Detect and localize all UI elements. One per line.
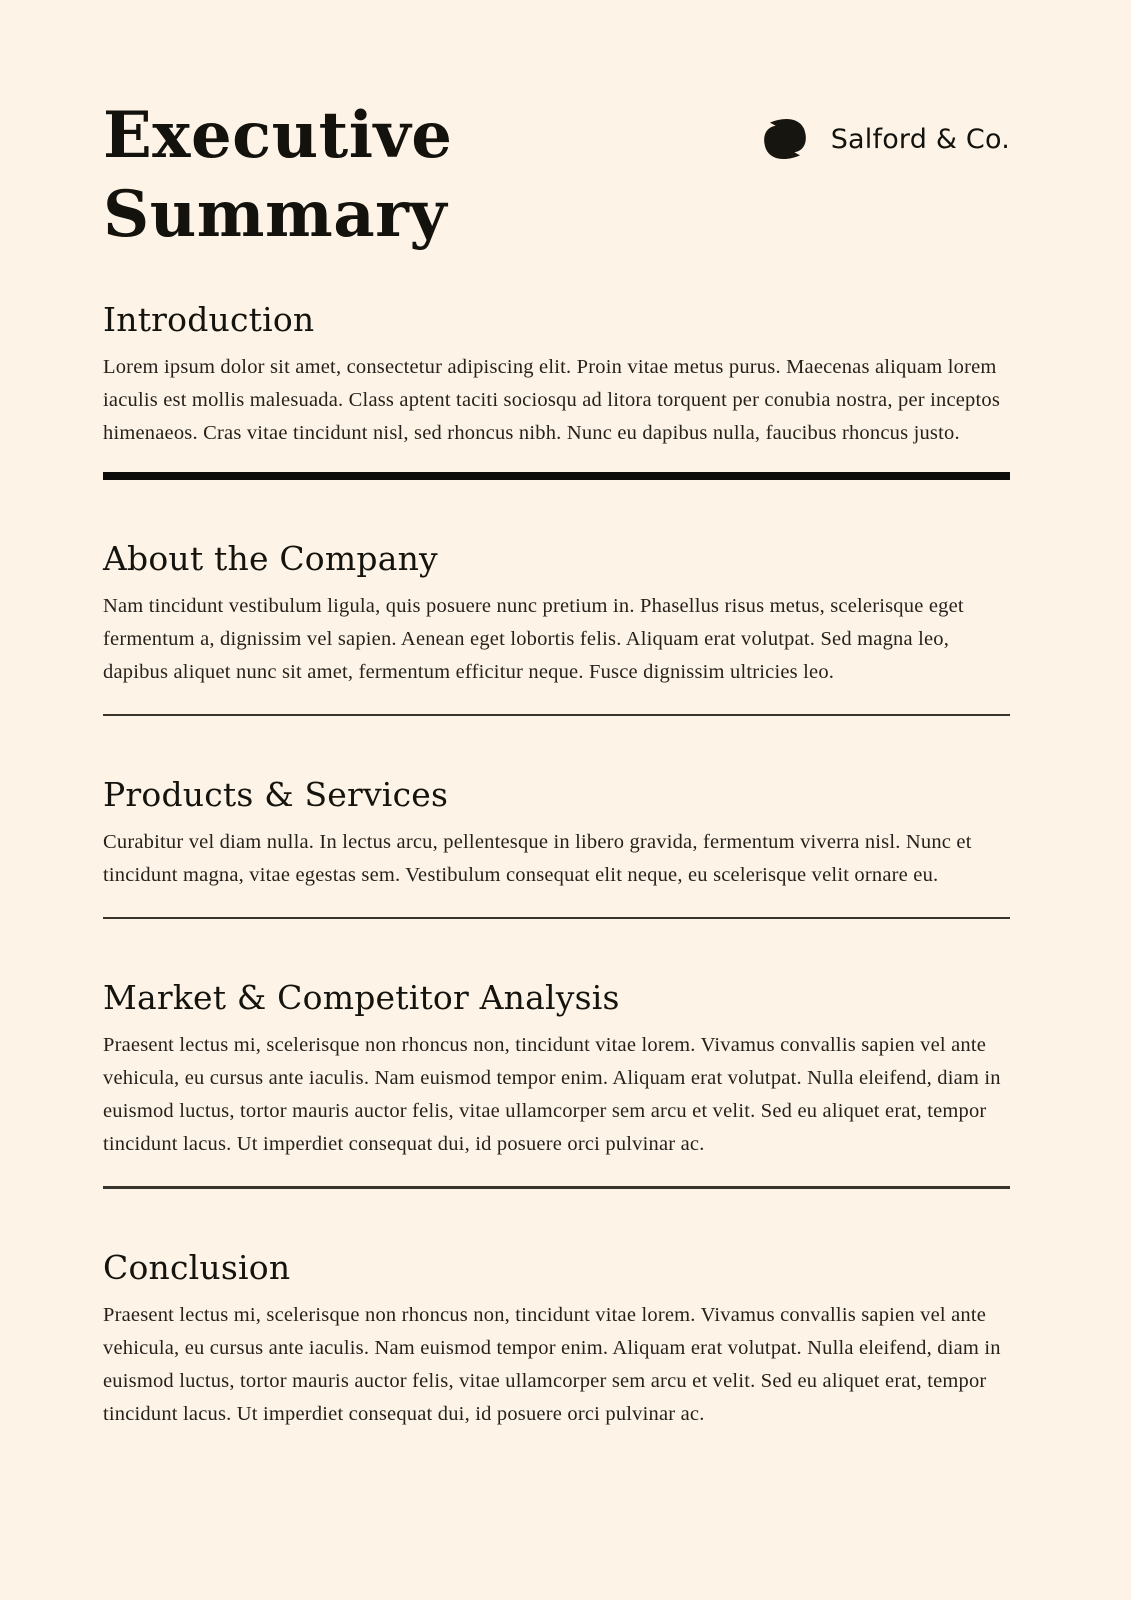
section-body-products-services: Curabitur vel diam nulla. In lectus arcu, pellentesque in libero gravida, fermentum viverra nisl. Nunc et tincidunt magna, vitae egestas sem. Vestibulum consequat elit neque, eu scelerisque velit ornare eu. xyxy=(103,830,972,886)
section-body-about-the-company: Nam tincidunt vestibulum ligula, quis posuere nunc pretium in. Phasellus risus metus, scelerisque eget fermentum a, dignissim vel sapien. Aenean eget lobortis felis. Aliquam erat volutpat. Sed magna leo, dapibus aliquet nunc sit amet, fermentum efficitur neque. Fusce dignissim ultricies leo. xyxy=(103,594,964,683)
section-divider-thick xyxy=(103,472,1010,480)
section-divider-thin xyxy=(103,917,1010,920)
brand-logo xyxy=(756,110,1010,168)
section-body-introduction: Lorem ipsum dolor sit amet, consectetur adipiscing elit. Proin vitae metus purus. Maecenas aliquam lorem iaculis est mollis malesuada. Class aptent taciti sociosqu ad litora torquent per conubia nostra, per inceptos himenaeos. Cras vitae tincidunt nisl, sed rhoncus nibh. Nunc eu dapibus nulla, faucibus rhoncus justo. xyxy=(103,355,1001,444)
brand-name: Salford & Co. xyxy=(830,123,1010,155)
section-heading-conclusion: Conclusion xyxy=(103,1247,291,1287)
section-divider-thin xyxy=(103,1186,1010,1189)
section-market-competitor-analysis xyxy=(103,977,1010,1161)
section-heading-introduction: Introduction xyxy=(103,299,315,339)
section-heading-market-competitor-analysis: Market & Competitor Analysis xyxy=(103,978,620,1018)
section-introduction xyxy=(103,299,1010,450)
section-heading-products-services: Products & Services xyxy=(103,775,449,814)
salford-s-logo-icon xyxy=(756,110,814,168)
section-divider-thin xyxy=(103,714,1010,717)
page-title: Executive Summary xyxy=(103,98,453,253)
section-about-the-company xyxy=(103,538,1010,689)
document-header xyxy=(103,96,1010,255)
section-heading-about-the-company: About the Company xyxy=(103,538,438,578)
section-products-services xyxy=(103,774,1010,892)
section-body-market-competitor-analysis: Praesent lectus mi, scelerisque non rhoncus non, tincidunt vitae lorem. Vivamus convallis sapien vel ante vehicula, eu cursus ante iaculis. Nam euismod tempor enim. Aliquam erat volutpat. Nulla eleifend, diam in euismod luctus, tortor mauris auctor felis, vitae ullamcorper sem arcu et velit. Sed eu aliquet erat, tempor tincidunt lacus. Ut imperdiet consequat dui, id posuere orci pulvinar ac. xyxy=(103,1034,1001,1156)
section-conclusion xyxy=(103,1247,1010,1431)
section-body-conclusion: Praesent lectus mi, scelerisque non rhoncus non, tincidunt vitae lorem. Vivamus convallis sapien vel ante vehicula, eu cursus ante iaculis. Nam euismod tempor enim. Aliquam erat volutpat. Nulla eleifend, diam in euismod luctus, tortor mauris auctor felis, vitae ullamcorper sem arcu et velit. Sed eu aliquet erat, tempor tincidunt lacus. Ut imperdiet consequat dui, id posuere orci pulvinar ac. xyxy=(103,1303,1001,1425)
